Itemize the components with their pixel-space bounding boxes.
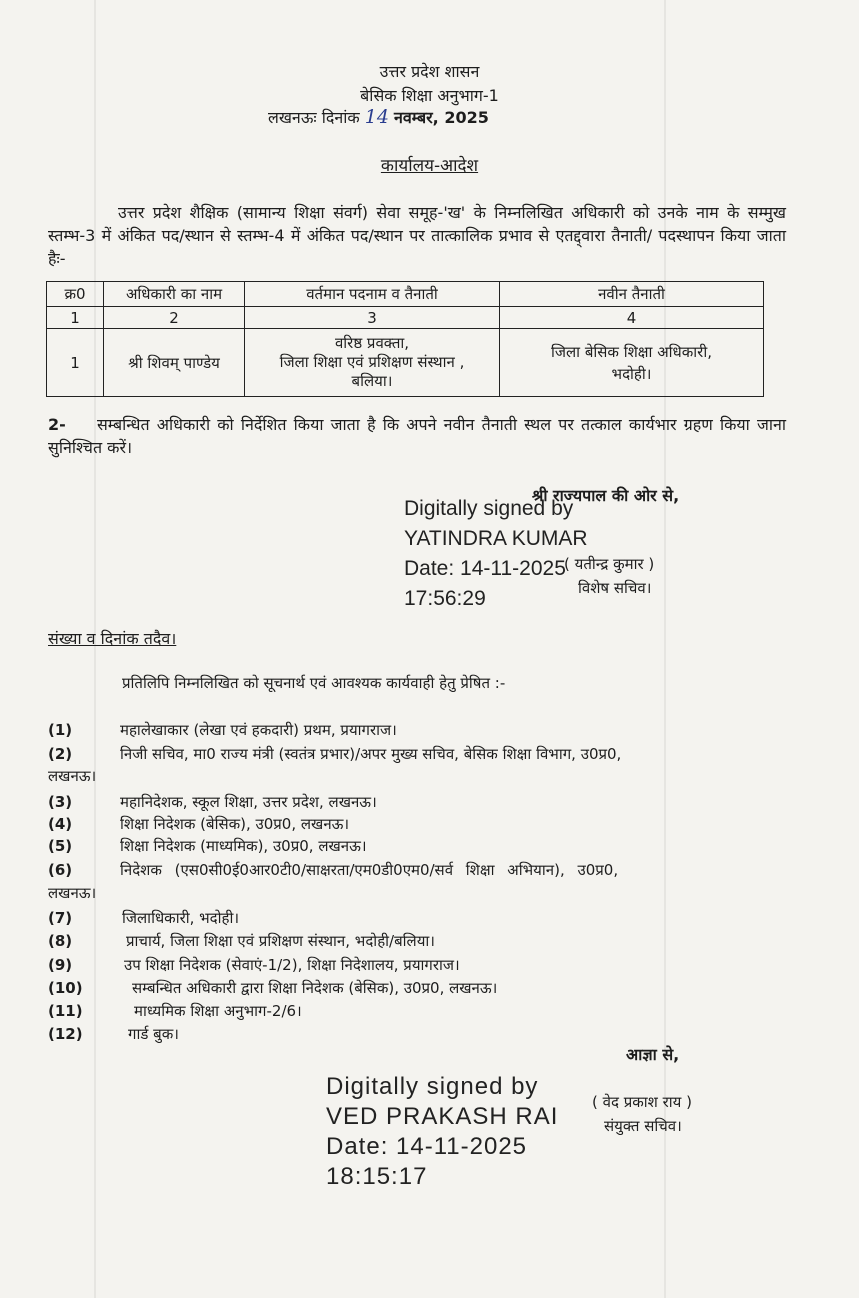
date-rest: नवम्बर, 2025: [394, 108, 489, 127]
table-column-number-row: [47, 307, 764, 329]
on-behalf-text: श्री राज्यपाल की ओर से,: [532, 486, 680, 505]
list-item-text: प्राचार्य, जिला शिक्षा एवं प्रशिक्षण संस्थान, भदोही/बलिया।: [126, 932, 435, 950]
current-line: वरिष्ठ प्रवक्ता,: [334, 334, 410, 352]
fold-line: [94, 0, 96, 1298]
intro-paragraph: [48, 201, 786, 270]
list-item-number: (2): [48, 745, 73, 763]
stamp-line: Date: 14-11-2025: [326, 1133, 528, 1160]
digital-signature-stamp-2: [326, 1072, 558, 1192]
table-header-cell: क्र0: [47, 282, 104, 307]
list-item-number: (4): [48, 815, 73, 833]
table-header-cell: नवीन तैनाती: [500, 282, 764, 307]
date-day: 14: [364, 106, 389, 128]
stamp-line: 18:15:17: [326, 1163, 428, 1190]
list-item-number: (9): [48, 956, 73, 974]
current-line: बलिया।: [351, 372, 393, 390]
signatory-2-designation: संयुक्त सचिव।: [604, 1117, 682, 1135]
digital-signature-stamp-1: [404, 494, 588, 614]
list-item-text: उप शिक्षा निदेशक (सेवाएं-1/2), शिक्षा निदेशालय, प्रयागराज।: [124, 956, 460, 974]
list-item-text: लखनऊ।: [48, 884, 97, 902]
stamp-line: YATINDRA KUMAR: [404, 527, 588, 550]
list-item-text: सम्बन्धित अधिकारी द्वारा शिक्षा निदेशक (बेसिक), उ0प्र0, लखनऊ।: [132, 979, 498, 997]
list-item-text: शिक्षा निदेशक (बेसिक), उ0प्र0, लखनऊ।: [120, 815, 350, 833]
list-item-number: (10): [48, 979, 83, 997]
government-heading: उत्तर प्रदेश शासन: [379, 62, 480, 81]
section-heading: [0, 84, 859, 106]
list-item-text: महालेखाकार (लेखा एवं हकदारी) प्रथम, प्रयागराज।: [120, 721, 397, 739]
list-item-text: निजी सचिव, मा0 राज्य मंत्री (स्वतंत्र प्रभार)/अपर मुख्य सचिव, बेसिक शिक्षा विभाग, उ0प्र0,: [120, 745, 622, 763]
intro-text: उत्तर प्रदेश शैक्षिक (सामान्य शिक्षा संवर्ग) सेवा समूह-'ख' के निम्नलिखित अधिकारी को उनके नाम के सम्मुख स्तम्भ-3 में अंकित पद/स्थान से स्तम्भ-4 में अंकित पद/स्थान पर तात्कालिक प्रभाव से एतद्द्वारा तैनाती/ पदस्थापन किया जाता हैः-: [48, 203, 786, 268]
date-prefix: लखनऊः दिनांक: [268, 108, 360, 127]
list-item-text: महानिदेशक, स्कूल शिक्षा, उत्तर प्रदेश, लखनऊ।: [120, 793, 377, 811]
row-current-posting: [245, 329, 500, 397]
by-order: आज्ञा से,: [626, 1045, 680, 1064]
order-title: कार्यालय-आदेश: [380, 156, 479, 176]
para-2-text: सम्बन्धित अधिकारी को निर्देशित किया जाता है कि अपने नवीन तैनाती स्थल पर तत्काल कार्यभार ग्रहण किया जाना सुनिश्चित करें।: [48, 415, 786, 457]
stamp-line: VED PRAKASH RAI: [326, 1103, 559, 1130]
list-item-text: लखनऊ।: [48, 767, 97, 785]
current-line: जिला शिक्षा एवं प्रशिक्षण संस्थान ,: [279, 353, 465, 371]
column-number-cell: 1: [47, 307, 104, 329]
new-line: भदोही।: [611, 364, 652, 383]
copy-intro: प्रतिलिपि निम्नलिखित को सूचनार्थ एवं आवश्यक कार्यवाही हेतु प्रेषित :-: [122, 674, 506, 692]
section-label: बेसिक शिक्षा अनुभाग-1: [360, 86, 499, 105]
list-item-number: (11): [48, 1002, 83, 1020]
list-item-text: जिलाधिकारी, भदोही।: [122, 909, 240, 927]
posting-table: [46, 281, 764, 397]
stamp-line: Digitally signed by: [404, 497, 574, 520]
list-item-number: (7): [48, 909, 73, 927]
row-name: श्री शिवम् पाण्डेय: [104, 329, 245, 397]
table-header-cell: वर्तमान पदनाम व तैनाती: [245, 282, 500, 307]
stamp-line: Digitally signed by: [326, 1073, 539, 1100]
column-number-cell: 4: [500, 307, 764, 329]
table-row: [47, 329, 764, 397]
list-item-number: (5): [48, 837, 73, 855]
reference-line: संख्या व दिनांक तदैव।: [48, 629, 177, 648]
row-sno: 1: [47, 329, 104, 397]
column-number-cell: 2: [104, 307, 245, 329]
list-item-number: (6): [48, 861, 73, 879]
list-item-number: (8): [48, 932, 73, 950]
list-item-text: गार्ड बुक।: [128, 1025, 179, 1043]
list-item-number: (12): [48, 1025, 83, 1043]
signatory-1-name: ( यतीन्द्र कुमार ): [564, 555, 655, 573]
list-item-number: (1): [48, 721, 73, 739]
stamp-line: 17:56:29: [404, 587, 486, 610]
stamp-line: Date: 14-11-2025: [404, 557, 566, 580]
table-header-cell: अधिकारी का नाम: [104, 282, 245, 307]
new-line: जिला बेसिक शिक्षा अधिकारी,: [551, 342, 712, 361]
para-2: [48, 413, 786, 459]
row-new-posting: [500, 329, 764, 397]
list-item-text: निदेशक (एस0सी0ई0आर0टी0/साक्षरता/एम0डी0एम0/सर्व शिक्षा अभियान), उ0प्र0,: [120, 861, 619, 879]
signatory-2-name: ( वेद प्रकाश राय ): [592, 1093, 692, 1111]
list-item-text: माध्यमिक शिक्षा अनुभाग-2/6।: [134, 1002, 302, 1020]
list-item-text: शिक्षा निदेशक (माध्यमिक), उ0प्र0, लखनऊ।: [120, 837, 367, 855]
table-header-row: [47, 282, 764, 307]
order-date: [268, 106, 489, 128]
list-item-number: (3): [48, 793, 73, 811]
para-2-number: 2-: [48, 415, 66, 434]
signatory-1-designation: विशेष सचिव।: [578, 579, 652, 597]
column-number-cell: 3: [245, 307, 500, 329]
